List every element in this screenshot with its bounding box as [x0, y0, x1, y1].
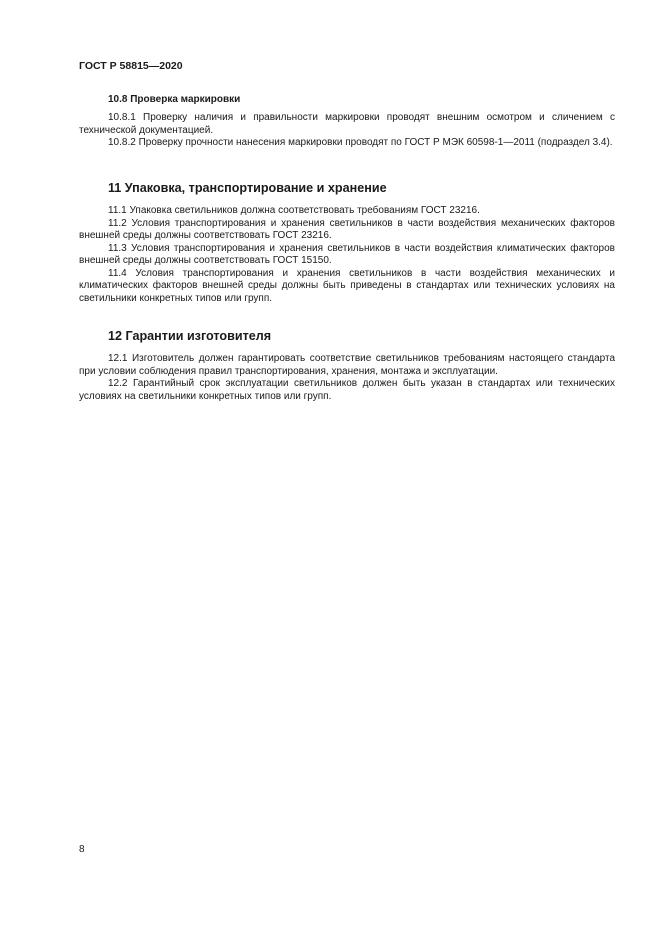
paragraph: 12.2 Гарантийный срок эксплуатации светильников должен быть указан в стандартах или технических условиях на светильники конкретных типов или групп.	[79, 378, 615, 402]
paragraph: 11.3 Условия транспортирования и хранения светильников в части воздействия климатических факторов внешней среды должны соответствовать ГОСТ 15150.	[79, 242, 615, 266]
section-10-8	[79, 94, 615, 105]
paragraph: 11.1 Упаковка светильников должна соответствовать требованиям ГОСТ 23216.	[108, 205, 480, 216]
page-number: 8	[79, 844, 85, 855]
section-10-8-body	[79, 112, 615, 150]
section-11-body	[79, 205, 615, 305]
paragraph: 11.2 Условия транспортирования и хранения светильников в части воздействия механических факторов внешней среды должны соответствовать ГОСТ 23216.	[79, 217, 615, 241]
paragraph: 10.8.2 Проверку прочности нанесения маркировки проводят по ГОСТ Р МЭК 60598-1—2011 (подраздел 3.4).	[108, 137, 613, 148]
document-header: ГОСТ Р 58815—2020	[79, 60, 183, 72]
section-heading: 11 Упаковка, транспортирование и хранение	[108, 181, 387, 195]
section-heading: 10.8 Проверка маркировки	[108, 94, 241, 105]
paragraph: 12.1 Изготовитель должен гарантировать соответствие светильников требованиям настоящего стандарта при условии соблюдения правил транспортирования, хранения, монтажа и эксплуатации.	[79, 353, 615, 377]
paragraph: 10.8.1 Проверку наличия и правильности маркировки проводят внешним осмотром и сличением с технической документацией.	[79, 112, 615, 136]
section-11	[79, 181, 615, 195]
paragraph: 11.4 Условия транспортирования и хранения светильников в части воздействия механических и климатических факторов внешней среды должны быть приведены в стандартах или технических условиях на светильники конкретных типов или групп.	[79, 267, 615, 304]
section-12	[79, 329, 615, 343]
section-heading: 12 Гарантии изготовителя	[108, 329, 272, 343]
section-12-body	[79, 353, 615, 403]
